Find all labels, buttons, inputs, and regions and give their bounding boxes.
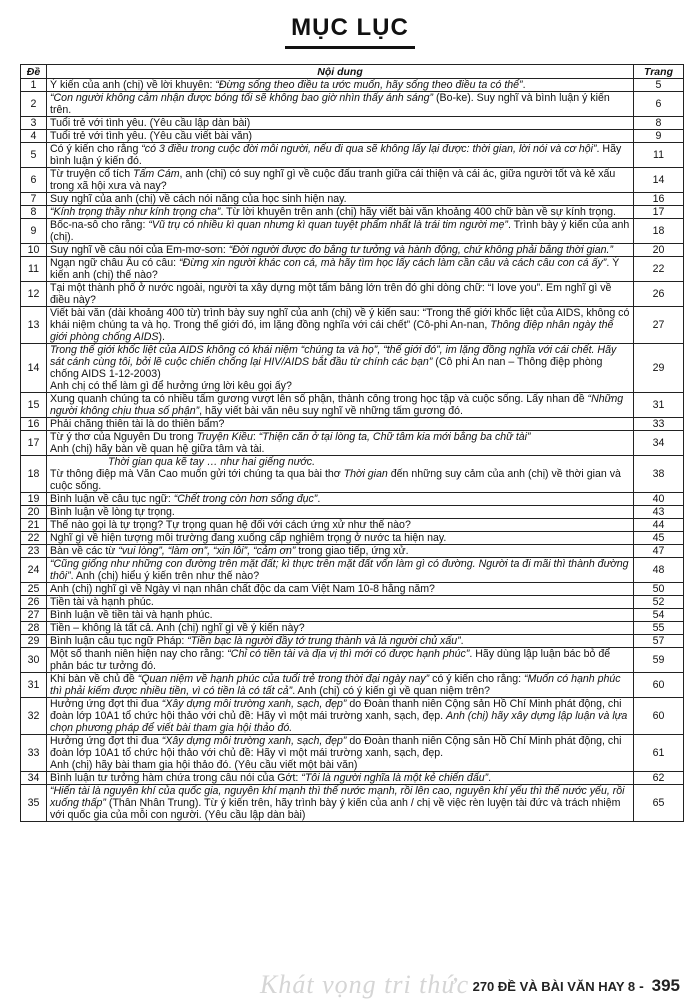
text: đến những suy cảm của anh (chị) về thời gian và cuộc sống. (50, 468, 621, 492)
text: Bình luận tư tưởng hàm chứa trong câu nói của Gớt: (50, 772, 302, 784)
row-number: 33 (21, 735, 47, 772)
row-page: 31 (634, 393, 684, 418)
row-page: 45 (634, 532, 684, 545)
table-row (21, 282, 684, 307)
table-row (21, 596, 684, 609)
text: Ngạn ngữ châu Âu có câu: (50, 257, 180, 269)
toc-table (20, 64, 684, 822)
row-number: 1 (21, 79, 47, 92)
footer-page-number: 395 (651, 976, 680, 995)
italic-text: “Đừng sống theo điều ta ước muốn, hãy sống theo điều ta có thể” (215, 79, 523, 91)
row-number: 21 (21, 519, 47, 532)
text: . Ý kiến anh (chị) thế nào? (50, 257, 620, 281)
row-number: 26 (21, 596, 47, 609)
row-number: 23 (21, 545, 47, 558)
row-content (47, 92, 634, 117)
italic-text: “Kính trọng thầy như kính trọng cha” (50, 206, 221, 218)
row-number: 24 (21, 558, 47, 583)
table-row (21, 219, 684, 244)
table-row (21, 79, 684, 92)
text: . Trình bày ý kiến của anh (chị). (50, 219, 630, 243)
table-row (21, 206, 684, 219)
footer-label (473, 976, 680, 996)
italic-text: “Hiến tài là nguyên khí của quốc gia, nguyên khí mạnh thì thế nước mạnh, rồi lên cao, nguyên khí yếu thì thế nước yếu, rồi xuống thấp” (50, 785, 625, 809)
row-content (47, 698, 634, 735)
row-page: 38 (634, 456, 684, 493)
text: Bàn về các từ (50, 545, 119, 557)
row-page: 65 (634, 785, 684, 822)
table-row (21, 344, 684, 393)
row-page: 57 (634, 635, 684, 648)
row-content (47, 506, 634, 519)
text: Suy nghĩ về câu nói của Em-mơ-sơn: (50, 244, 229, 256)
row-content (47, 257, 634, 282)
italic-text: “Quan niệm về hạnh phúc của tuổi trẻ trong thời đại ngày nay” (137, 673, 430, 685)
text: có ý kiến cho rằng: (429, 673, 525, 685)
italic-text: “Đừng xin người khác con cá, mà hãy tìm học lấy cách làm cần câu và cách câu con cá ấy” (179, 257, 607, 269)
text: Bình luận về tiền tài và hạnh phúc. (50, 609, 213, 621)
row-content (47, 785, 634, 822)
text: Từ thông điệp mà Văn Cao muốn gửi tới chúng ta qua bài thơ (50, 468, 344, 480)
row-page: 6 (634, 92, 684, 117)
italic-text: Thời gian (343, 468, 388, 480)
row-page: 33 (634, 418, 684, 431)
text: Tuổi trẻ với tình yêu. (Yêu cầu lập dàn bài) (50, 117, 251, 129)
text: Hưởng ứng đợt thi đua (50, 735, 162, 747)
row-number: 5 (21, 143, 47, 168)
italic-text: “Những người không chịu thua số phận” (50, 393, 624, 417)
row-content (47, 206, 634, 219)
row-page: 44 (634, 519, 684, 532)
row-page: 29 (634, 344, 684, 393)
row-page: 26 (634, 282, 684, 307)
table-row (21, 143, 684, 168)
row-content (47, 609, 634, 622)
italic-text: “Tiền bạc là người đầy tớ trung thành và là người chủ xấu” (187, 635, 461, 647)
row-content (47, 493, 634, 506)
row-number: 2 (21, 92, 47, 117)
row-number: 19 (21, 493, 47, 506)
footer-watermark: Khát vọng tri thức (260, 970, 470, 999)
table-row (21, 545, 684, 558)
table-row (21, 673, 684, 698)
row-number: 25 (21, 583, 47, 596)
row-page: 55 (634, 622, 684, 635)
row-page: 20 (634, 244, 684, 257)
header-no: Đề (21, 65, 47, 79)
italic-text: “Xây dựng môi trường xanh, sạch, đẹp” (161, 735, 347, 747)
italic-text: “có 3 điều trong cuộc đời mỗi người, nếu đi qua sẽ không lấy lại được: thời gian, lời nói và cơ hội” (141, 143, 597, 155)
text: , hãy viết bài văn nêu suy nghĩ về những tấm gương đó. (199, 405, 463, 417)
row-page: 9 (634, 130, 684, 143)
footer-book-title: 270 ĐỀ VÀ BÀI VĂN HAY 8 (472, 979, 636, 994)
row-content (47, 307, 634, 344)
row-number: 30 (21, 648, 47, 673)
table-row (21, 307, 684, 344)
table-row (21, 493, 684, 506)
row-page: 47 (634, 545, 684, 558)
text: Phải chăng thiên tài là do thiên bẩm? (50, 418, 225, 430)
text: Có ý kiến cho rằng (50, 143, 142, 155)
row-page: 22 (634, 257, 684, 282)
row-content (47, 418, 634, 431)
row-number: 12 (21, 282, 47, 307)
row-number: 15 (21, 393, 47, 418)
row-number: 34 (21, 772, 47, 785)
row-page: 16 (634, 193, 684, 206)
row-number: 16 (21, 418, 47, 431)
italic-text: “Chỉ có tiền tài và địa vị thì mới có được hạnh phúc” (227, 648, 470, 660)
text: ). (158, 331, 165, 343)
row-number: 29 (21, 635, 47, 648)
row-content (47, 545, 634, 558)
italic-text: Trong thế giới khốc liệt của AIDS không có khái niệm “chúng ta và họ”, “thế giới đó”, im lặng đồng nghĩa với cái chết. Hãy sát cánh cùng tôi, bởi lẽ cuộc chiến chống lại HIV/AIDS bắt đầu từ chính các bạn” (50, 344, 617, 368)
row-number: 7 (21, 193, 47, 206)
text: Viết bài văn (dài khoảng 400 từ) trình bày suy nghĩ của anh (chị) về ý kiến sau: “Trong thế giới khốc liệt của AIDS, không có khái niệm chúng ta và họ. Trong thế giới đó, im lặng đồng nghĩa với cái chết” (Cô-phi An-nan, (50, 307, 630, 331)
table-row (21, 519, 684, 532)
row-content (47, 673, 634, 698)
toc-body (21, 79, 684, 822)
italic-text: “vui lòng”, “làm ơn”, “xin lỗi”, “cảm ơn” (118, 545, 296, 557)
text: do Đoàn thanh niên Cộng sản Hồ Chí Minh phát động, chi đoàn lớp 10A1 tổ chức hội thảo với chủ đề: Hãy vì một mái trường xanh, sạch, đẹp. (50, 698, 622, 722)
row-number: 32 (21, 698, 47, 735)
table-row (21, 583, 684, 596)
text: . Anh (chị) có ý kiến gì về quan niệm trên? (292, 685, 491, 697)
footer-separator: - (639, 978, 644, 994)
row-page: 40 (634, 493, 684, 506)
row-content (47, 130, 634, 143)
row-number: 6 (21, 168, 47, 193)
row-number: 14 (21, 344, 47, 393)
table-row (21, 635, 684, 648)
table-header-row (21, 65, 684, 79)
table-row (21, 257, 684, 282)
row-content (47, 79, 634, 92)
italic-text: “Muốn có hạnh phúc thì phải kiếm được nhiều tiền, vì có tiền là có tất cả” (50, 673, 621, 697)
text: . Hãy dùng lập luận bác bỏ để phản bác tư tưởng đó. (50, 648, 611, 672)
header-content: Nội dung (47, 65, 634, 79)
row-content (47, 519, 634, 532)
table-row (21, 130, 684, 143)
table-row (21, 558, 684, 583)
row-content (47, 772, 634, 785)
row-number: 31 (21, 673, 47, 698)
text: Tiền – không là tất cả. Anh (chị) nghĩ gì về ý kiến này? (50, 622, 305, 634)
table-row (21, 244, 684, 257)
italic-text: “Con người không cảm nhận được bóng tối sẽ không bao giờ nhìn thấy ánh sáng” (50, 92, 434, 104)
table-row (21, 168, 684, 193)
table-row (21, 393, 684, 418)
row-page: 50 (634, 583, 684, 596)
italic-text: Anh (chị) hãy xây dựng lập luận và lựa chọn phương pháp để viết bài tham gia hội thảo đó. (50, 710, 628, 734)
text: Bình luận câu tục ngữ Pháp: (50, 635, 188, 647)
row-content (47, 193, 634, 206)
italic-text: “Chết trong còn hơn sống đục” (173, 493, 318, 505)
text: Ý kiến của anh (chị) về lời khuyên: (50, 79, 216, 91)
table-row (21, 456, 684, 493)
row-content (47, 622, 634, 635)
italic-text: “Thiện căn ở tại lòng ta, Chữ tâm kia mới bằng ba chữ tài” (258, 431, 531, 443)
row-page: 60 (634, 698, 684, 735)
table-row (21, 418, 684, 431)
row-number: 13 (21, 307, 47, 344)
text: . Anh (chị) hiểu ý kiến trên như thế nào? (70, 570, 260, 582)
text: do Đoàn thanh niên Cộng sản Hồ Chí Minh phát động, chi đoàn lớp 10A1 tổ chức hội thảo với chủ đề: Hãy vì một mái trường xanh, sạch, đẹp. (50, 735, 622, 759)
table-row (21, 193, 684, 206)
text: (Cô phi An nan – Thông điệp phòng chống AIDS 1-12-2003) (50, 356, 603, 380)
row-number: 4 (21, 130, 47, 143)
row-page: 48 (634, 558, 684, 583)
row-page: 52 (634, 596, 684, 609)
row-page: 43 (634, 506, 684, 519)
text: . Hãy bình luận ý kiến đó. (50, 143, 622, 167)
text: Tại một thành phố ở nước ngoài, người ta xây dựng một tấm bảng lớn trên đó ghi dòng chữ: “I love you”. Em nghĩ gì về điều này? (50, 282, 612, 306)
row-content (47, 244, 634, 257)
text: Tiền tài và hạnh phúc. (50, 596, 154, 608)
row-number: 17 (21, 431, 47, 456)
text: . (317, 493, 321, 505)
row-number: 28 (21, 622, 47, 635)
row-content (47, 117, 634, 130)
text: Anh (chị) hãy bài tham gia hội thảo đó. (Yêu cầu viết một bài văn) (50, 759, 358, 771)
row-page: 8 (634, 117, 684, 130)
italic-text: “Vũ trụ có nhiều kì quan nhưng kì quan tuyệt phẩm nhất là trái tim người mẹ” (148, 219, 508, 231)
row-content (47, 583, 634, 596)
table-row (21, 532, 684, 545)
text: Nghĩ gì về hiện tượng môi trường đang xuống cấp nghiêm trọng ở nước ta hiện nay. (50, 532, 447, 544)
italic-text: Tấm Cám (133, 168, 180, 180)
text: trong giao tiếp, ứng xử. (295, 545, 409, 557)
text: Bốc-na-sô cho rằng: (50, 219, 149, 231)
text: . (460, 635, 464, 647)
table-row (21, 117, 684, 130)
text: Xung quanh chúng ta có nhiều tấm gương vượt lên số phận, thành công trong học tập và cuộc sống. Lấy nhan đề (50, 393, 588, 405)
table-row (21, 92, 684, 117)
text: Khi bàn về chủ đề (50, 673, 138, 685)
text: (Thân Nhân Trung). Từ ý kiến trên, hãy trình bày ý kiến của anh / chị về việc rèn luyện tài đức và trách nhiệm với quốc gia của mỗi con người. (Yêu cầu lập dàn bài) (50, 797, 621, 821)
row-page: 54 (634, 609, 684, 622)
text: Từ truyện cổ tích (50, 168, 134, 180)
table-row (21, 735, 684, 772)
row-page: 61 (634, 735, 684, 772)
text: Anh (chị) hãy bàn về quan hệ giữa tâm và tài. (50, 443, 265, 455)
text: Anh (chị) nghĩ gì về Ngày vì nạn nhân chất độc da cam Việt Nam 10-8 hằng năm? (50, 583, 435, 595)
row-content (47, 532, 634, 545)
row-content (47, 596, 634, 609)
row-content (47, 282, 634, 307)
italic-text: Thông điệp nhân ngày thế giới phòng chống AIDS (50, 319, 614, 343)
text: . (488, 772, 492, 784)
row-content (47, 344, 634, 393)
text: : (252, 431, 259, 443)
table-row (21, 698, 684, 735)
row-content (47, 393, 634, 418)
footer (260, 970, 690, 1000)
row-content (47, 635, 634, 648)
text: Tuổi trẻ với tình yêu. (Yêu cầu viết bài văn) (50, 130, 253, 142)
row-content (47, 558, 634, 583)
row-page: 5 (634, 79, 684, 92)
table-row (21, 431, 684, 456)
row-page: 59 (634, 648, 684, 673)
italic-text: “Xây dựng môi trường xanh, sạch, đẹp” (161, 698, 347, 710)
row-page: 14 (634, 168, 684, 193)
table-row (21, 648, 684, 673)
text: Một số thanh niên hiện nay cho rằng: (50, 648, 228, 660)
row-page: 18 (634, 219, 684, 244)
row-content (47, 168, 634, 193)
italic-text: “Tôi là người nghĩa là một kẻ chiến đấu” (301, 772, 489, 784)
row-page: 27 (634, 307, 684, 344)
row-number: 22 (21, 532, 47, 545)
row-content (47, 456, 634, 493)
row-content (47, 143, 634, 168)
italic-text: “Cũng giống như những con đường trên mặt đất; kì thực trên mặt đất vốn làm gì có đường. Người ta đi mãi thì thành đường thôi” (50, 558, 629, 582)
row-number: 3 (21, 117, 47, 130)
table-row (21, 772, 684, 785)
row-page: 11 (634, 143, 684, 168)
row-number: 9 (21, 219, 47, 244)
row-page: 34 (634, 431, 684, 456)
row-content (47, 735, 634, 772)
italic-text: “Đời người được đo bằng tư tưởng và hành động, chứ không phải bằng thời gian.” (228, 244, 613, 256)
text: Hưởng ứng đợt thi đua (50, 698, 162, 710)
italic-text: Thời gian qua kẽ tay … như hai giếng nước. (108, 456, 316, 468)
row-content (47, 431, 634, 456)
text: Bình luận về lòng tự trọng. (50, 506, 175, 518)
title-wrapper (0, 12, 700, 49)
table-row (21, 609, 684, 622)
row-number: 10 (21, 244, 47, 257)
text: . (522, 79, 526, 91)
row-page: 60 (634, 673, 684, 698)
row-number: 35 (21, 785, 47, 822)
page-title: MỤC LỤC (285, 12, 415, 49)
row-number: 18 (21, 456, 47, 493)
text: Bình luận về câu tục ngữ: (50, 493, 174, 505)
row-number: 8 (21, 206, 47, 219)
text: Suy nghĩ của anh (chị) về cách nói năng của học sinh hiện nay. (50, 193, 347, 205)
text: Anh chị có thể làm gì để hưởng ứng lời kêu gọi ấy? (50, 380, 292, 392)
row-page: 62 (634, 772, 684, 785)
header-page: Trang (634, 65, 684, 79)
row-page: 17 (634, 206, 684, 219)
row-content (47, 648, 634, 673)
row-number: 11 (21, 257, 47, 282)
table-row (21, 622, 684, 635)
row-number: 20 (21, 506, 47, 519)
text: Thế nào gọi là tự trọng? Tự trọng quan hệ đối với cách ứng xử như thế nào? (50, 519, 411, 531)
table-row (21, 785, 684, 822)
text: . Từ lời khuyên trên anh (chị) hãy viết bài văn khoảng 400 chữ bàn về sự kính trọng. (220, 206, 616, 218)
text: (Bo-ke). Suy nghĩ và bình luận ý kiến trên. (50, 92, 610, 116)
text: , anh (chị) có suy nghĩ gì về cuộc đấu tranh giữa cái thiện và cái ác, giữa người tốt và kẻ xấu trong xã hội xưa và nay? (50, 168, 616, 192)
row-content (47, 219, 634, 244)
table-row (21, 506, 684, 519)
row-number: 27 (21, 609, 47, 622)
italic-text: Truyện Kiều (196, 431, 253, 443)
text: Từ ý thơ của Nguyễn Du trong (50, 431, 197, 443)
